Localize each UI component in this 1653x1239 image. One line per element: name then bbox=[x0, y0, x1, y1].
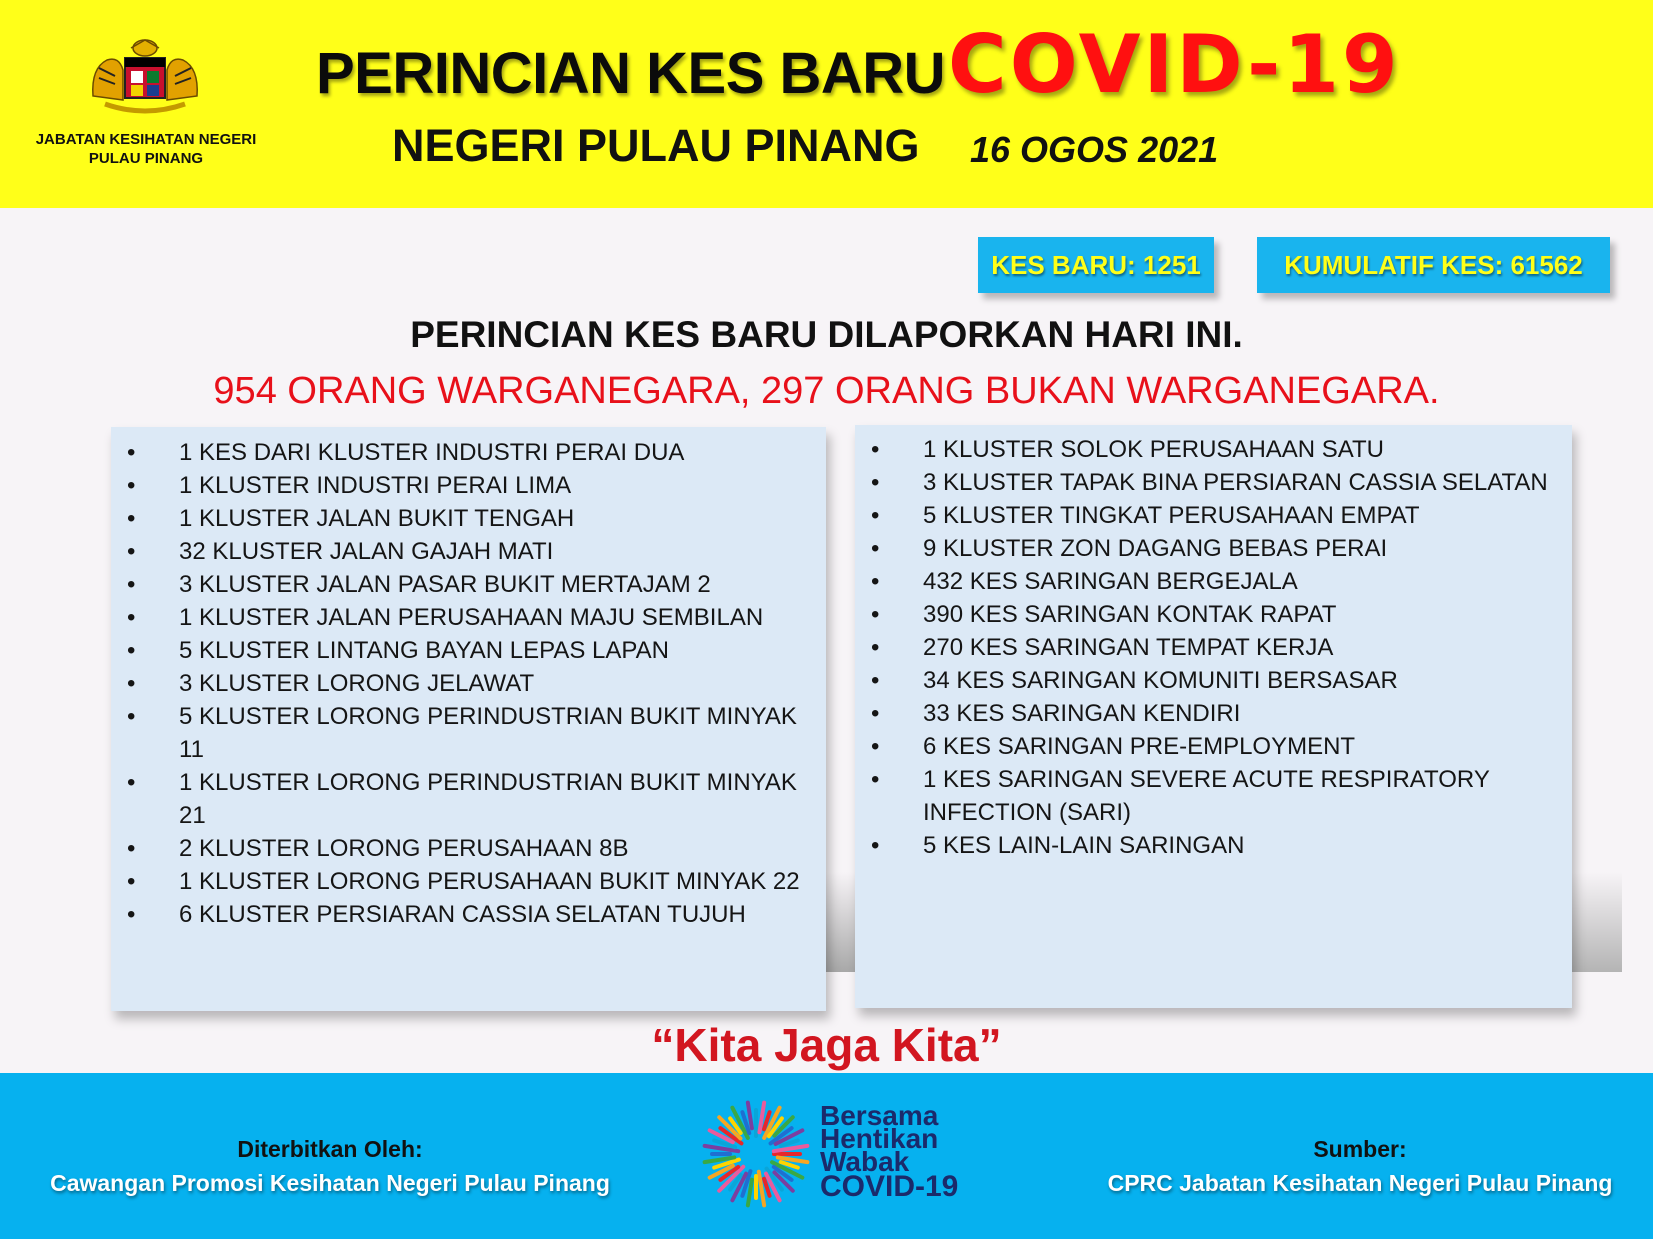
list-item: • 1 KLUSTER LORONG PERINDUSTRIAN BUKIT MINYAK 21 bbox=[111, 766, 826, 832]
new-cases-badge: KES BARU: 1251 bbox=[978, 237, 1214, 293]
list-item: • 3 KLUSTER JALAN PASAR BUKIT MERTAJAM 2 bbox=[111, 568, 826, 601]
campaign-line-2: Hentikan bbox=[820, 1123, 939, 1154]
cumulative-cases-badge: KUMULATIF KES: 61562 bbox=[1257, 237, 1610, 293]
cluster-list-left bbox=[111, 427, 826, 1011]
source-block bbox=[1090, 1132, 1630, 1200]
citizenship-breakdown: 954 ORANG WARGANEGARA, 297 ORANG BUKAN WARGANEGARA. bbox=[213, 370, 1440, 412]
slogan: “Kita Jaga Kita” bbox=[651, 1019, 1002, 1071]
panel-shadow bbox=[826, 872, 856, 972]
left-bullet-list bbox=[111, 427, 826, 931]
list-item: • 390 KES SARINGAN KONTAK RAPAT bbox=[855, 598, 1572, 631]
list-item: • 1 KES DARI KLUSTER INDUSTRI PERAI DUA bbox=[111, 436, 826, 469]
list-item: • 1 KLUSTER JALAN BUKIT TENGAH bbox=[111, 502, 826, 535]
list-item: • 5 KES LAIN-LAIN SARINGAN bbox=[855, 829, 1572, 862]
list-item: • 3 KLUSTER TAPAK BINA PERSIARAN CASSIA SELATAN bbox=[855, 466, 1572, 499]
state-crest-icon bbox=[85, 38, 205, 122]
list-item: • 5 KLUSTER LINTANG BAYAN LEPAS LAPAN bbox=[111, 634, 826, 667]
source-label: Sumber: bbox=[1313, 1136, 1407, 1162]
list-item: • 1 KLUSTER JALAN PERUSAHAAN MAJU SEMBILAN bbox=[111, 601, 826, 634]
panel-shadow bbox=[1572, 872, 1622, 972]
list-item: • 33 KES SARINGAN KENDIRI bbox=[855, 697, 1572, 730]
campaign-burst-icon bbox=[700, 1098, 812, 1210]
list-item: • 6 KES SARINGAN PRE-EMPLOYMENT bbox=[855, 730, 1572, 763]
page-title: PERINCIAN KES BARU bbox=[316, 41, 946, 106]
list-item: • 6 KLUSTER PERSIARAN CASSIA SELATAN TUJUH bbox=[111, 898, 826, 931]
covid-title: COVID-19 bbox=[948, 18, 1401, 111]
right-bullet-list bbox=[855, 425, 1572, 862]
list-item: • 1 KES SARINGAN SEVERE ACUTE RESPIRATORY INFECTION (SARI) bbox=[855, 763, 1572, 829]
report-date: 16 OGOS 2021 bbox=[970, 129, 1219, 170]
publisher-name: Cawangan Promosi Kesihatan Negeri Pulau Pinang bbox=[50, 1170, 610, 1196]
list-item: • 32 KLUSTER JALAN GAJAH MATI bbox=[111, 535, 826, 568]
agency-line-2: PULAU PINANG bbox=[88, 150, 204, 167]
agency-line-1: JABATAN KESIHATAN NEGERI bbox=[35, 131, 257, 148]
cluster-list-right bbox=[855, 425, 1572, 1008]
list-item: • 432 KES SARINGAN BERGEJALA bbox=[855, 565, 1572, 598]
list-item: • 270 KES SARINGAN TEMPAT KERJA bbox=[855, 631, 1572, 664]
agency-name bbox=[20, 130, 272, 168]
campaign-line-4: COVID-19 bbox=[820, 1170, 959, 1203]
publisher-block bbox=[30, 1132, 630, 1200]
list-item: • 5 KLUSTER TINGKAT PERUSAHAAN EMPAT bbox=[855, 499, 1572, 532]
list-item: • 2 KLUSTER LORONG PERUSAHAAN 8B bbox=[111, 832, 826, 865]
list-item: • 9 KLUSTER ZON DAGANG BEBAS PERAI bbox=[855, 532, 1572, 565]
list-item: • 34 KES SARINGAN KOMUNITI BERSASAR bbox=[855, 664, 1572, 697]
list-item: • 3 KLUSTER LORONG JELAWAT bbox=[111, 667, 826, 700]
publisher-label: Diterbitkan Oleh: bbox=[237, 1136, 423, 1162]
list-item: • 1 KLUSTER SOLOK PERUSAHAAN SATU bbox=[855, 433, 1572, 466]
state-title: NEGERI PULAU PINANG bbox=[392, 120, 920, 171]
campaign-line-3: Wabak bbox=[820, 1146, 910, 1177]
summary-heading: PERINCIAN KES BARU DILAPORKAN HARI INI. bbox=[410, 314, 1243, 355]
campaign-line-1: Bersama bbox=[820, 1100, 939, 1131]
campaign-logo-text bbox=[820, 1100, 959, 1203]
list-item: • 1 KLUSTER LORONG PERUSAHAAN BUKIT MINYAK 22 bbox=[111, 865, 826, 898]
list-item: • 1 KLUSTER INDUSTRI PERAI LIMA bbox=[111, 469, 826, 502]
list-item: • 5 KLUSTER LORONG PERINDUSTRIAN BUKIT MINYAK 11 bbox=[111, 700, 826, 766]
source-name: CPRC Jabatan Kesihatan Negeri Pulau Pinang bbox=[1107, 1170, 1613, 1196]
